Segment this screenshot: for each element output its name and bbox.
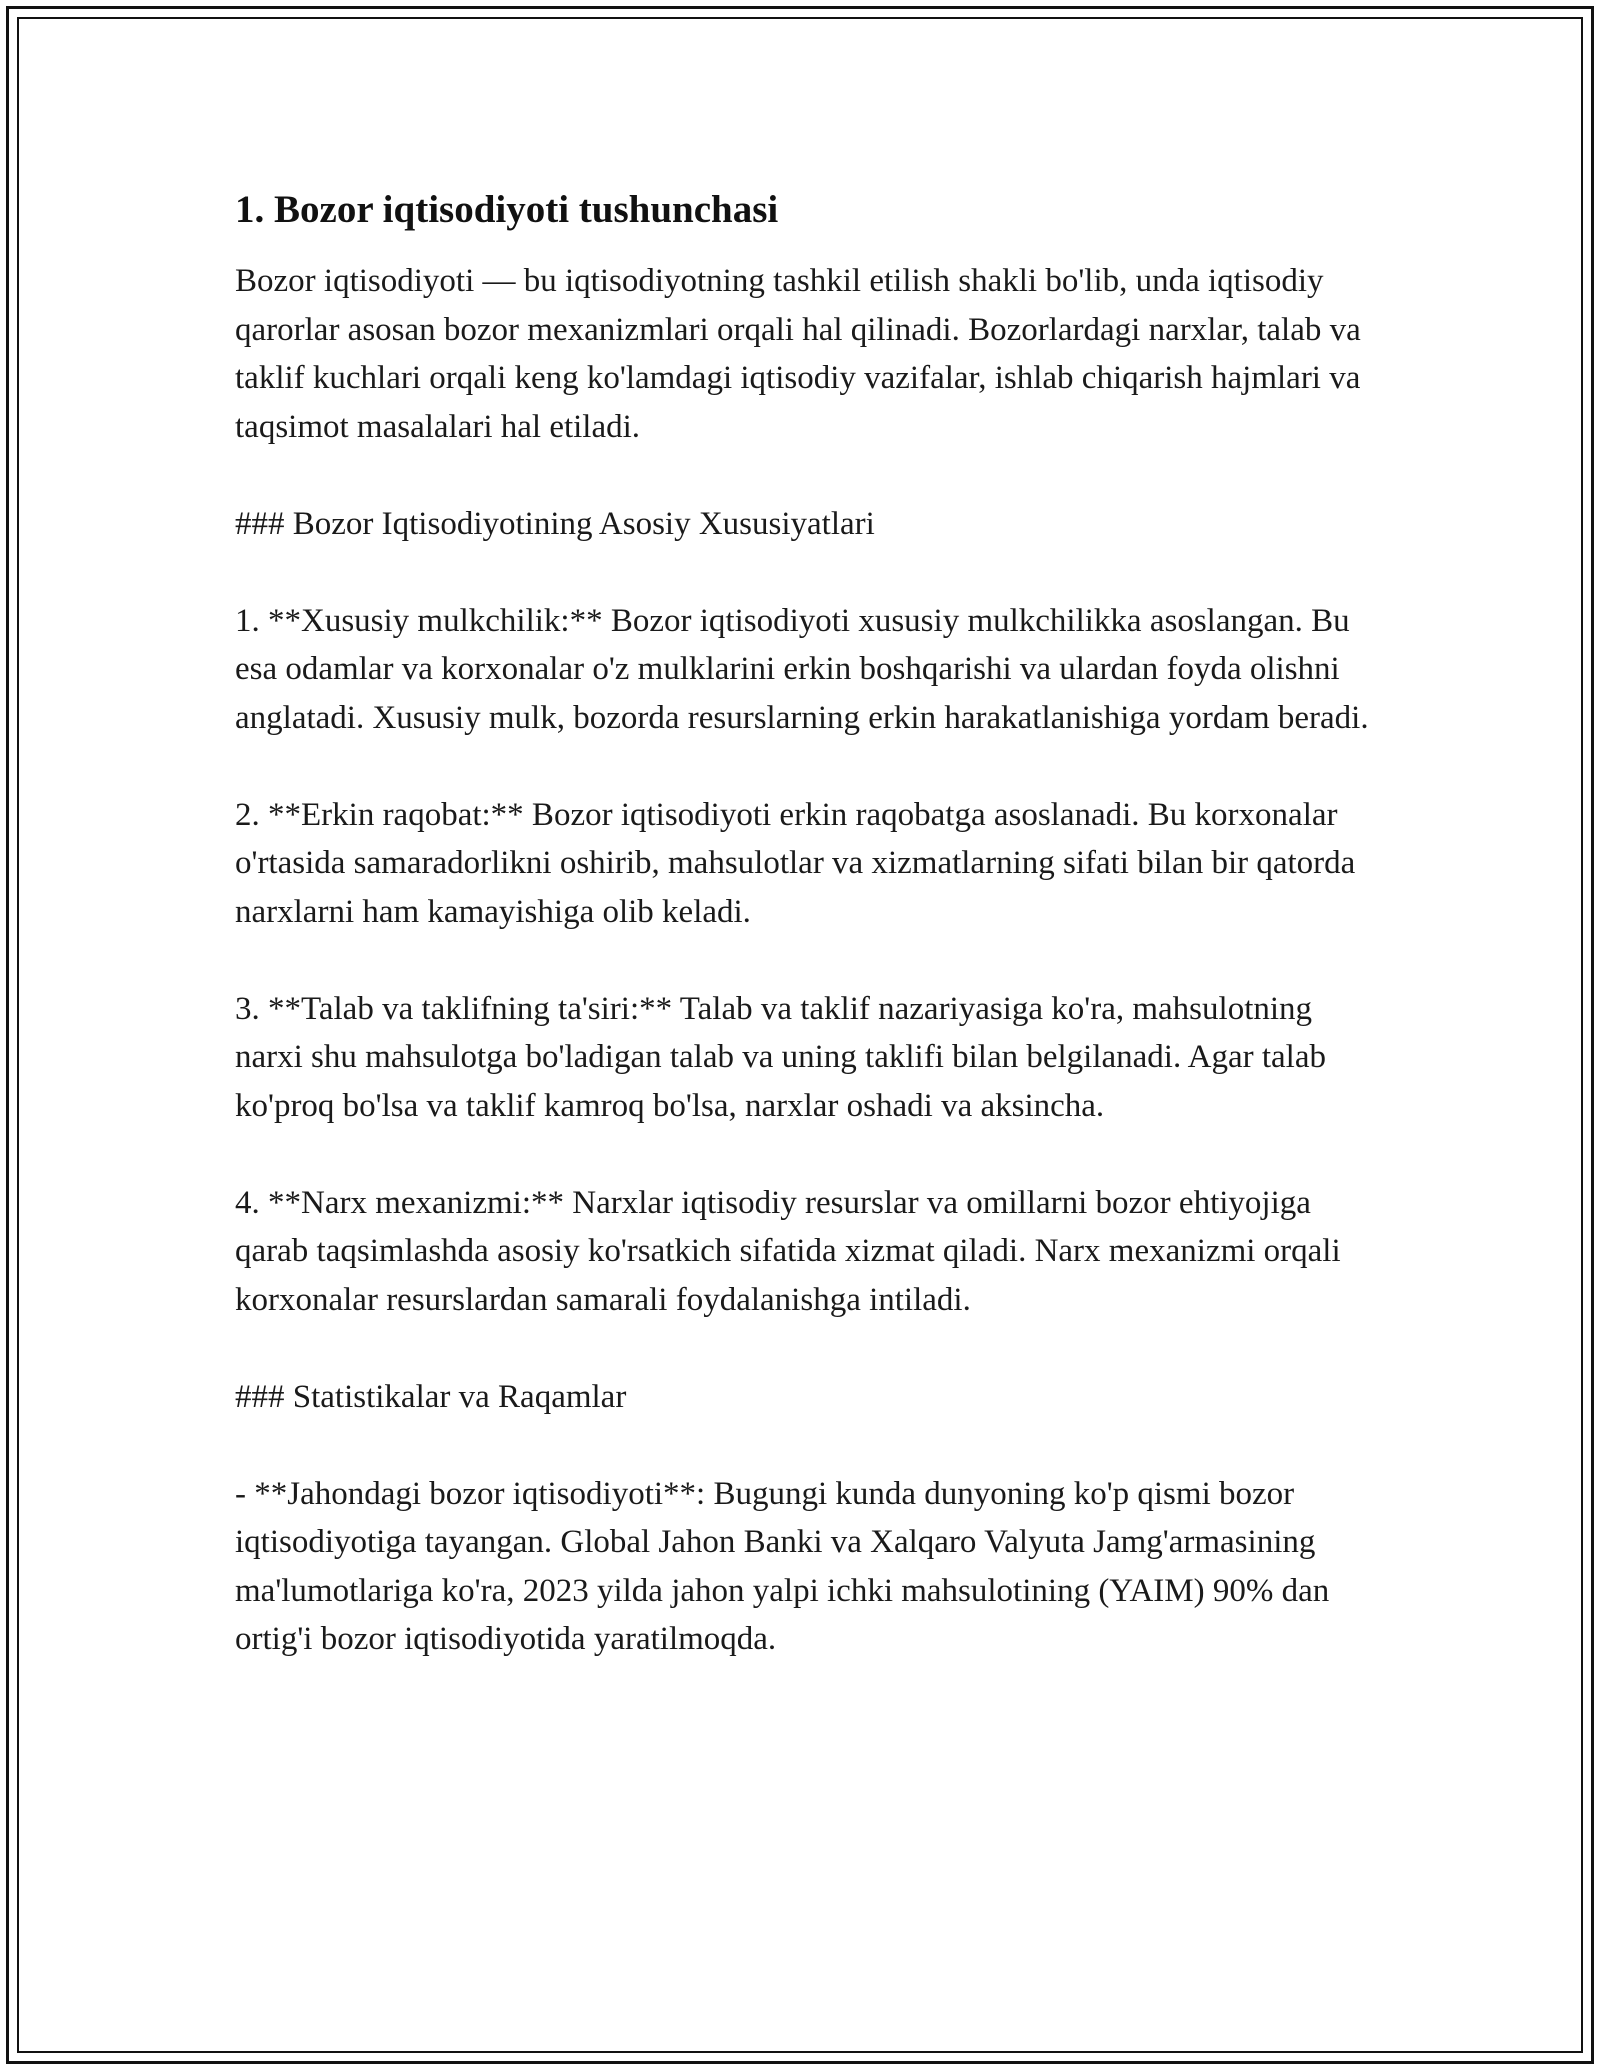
document-body xyxy=(235,186,1370,1712)
list-item-private-property: 1. **Xususiy mulkchilik:** Bozor iqtisodiyoti xususiy mulkchilikka asoslangan. Bu esa odamlar va korxonalar o'z mulklarini erkin boshqarishi va ulardan foyda olishni anglatadi. Xususiy mulk, bozorda resurslarning erkin harakatlanishiga yordam beradi. xyxy=(235,602,1369,736)
section-heading-statistics: ### Statistikalar va Raqamlar xyxy=(235,1378,627,1415)
list-item-supply-demand: 3. **Talab va taklifning ta'siri:** Talab va taklif nazariyasiga ko'ra, mahsulotning narxi shu mahsulotga bo'ladigan talab va uning taklifi bilan belgilanadi. Agar talab ko'proq bo'lsa va taklif kamroq bo'lsa, narxlar oshadi va aksincha. xyxy=(235,990,1326,1124)
section-heading-features: ### Bozor Iqtisodiyotining Asosiy Xususiyatlari xyxy=(235,505,875,542)
document-title: 1. Bozor iqtisodiyoti tushunchasi xyxy=(235,188,779,231)
list-item-free-competition: 2. **Erkin raqobat:** Bozor iqtisodiyoti erkin raqobatga asoslanadi. Bu korxonalar o'rtasida samaradorlikni oshirib, mahsulotlar va xizmatlarning sifati bilan bir qatorda narxlarni ham kamayishiga olib keladi. xyxy=(235,796,1356,930)
list-item-price-mechanism: 4. **Narx mexanizmi:** Narxlar iqtisodiy resurslar va omillarni bozor ehtiyojiga qarab taqsimlashda asosiy ko'rsatkich sifatida xizmat qiladi. Narx mexanizmi orqali korxonalar resurslardan samarali foydalanishga intiladi. xyxy=(235,1184,1341,1318)
intro-paragraph: Bozor iqtisodiyoti — bu iqtisodiyotning tashkil etilish shakli bo'lib, unda iqtisodiy qarorlar asosan bozor mexanizmlari orqali hal qilinadi. Bozorlardagi narxlar, talab va taklif kuchlari orqali keng ko'lamdagi iqtisodiy vazifalar, ishlab chiqarish hajmlari va taqsimot masalalari hal etiladi. xyxy=(235,263,1361,445)
bullet-world-market-economy: - **Jahondagi bozor iqtisodiyoti**: Bugungi kunda dunyoning ko'p qismi bozor iqtisodiyotiga tayangan. Global Jahon Banki va Xalqaro Valyuta Jamg'armasining ma'lumotlariga ko'ra, 2023 yilda jahon yalpi ichki mahsulotining (YAIM) 90% dan ortig'i bozor iqtisodiyotida yaratilmoqda. xyxy=(235,1475,1330,1657)
